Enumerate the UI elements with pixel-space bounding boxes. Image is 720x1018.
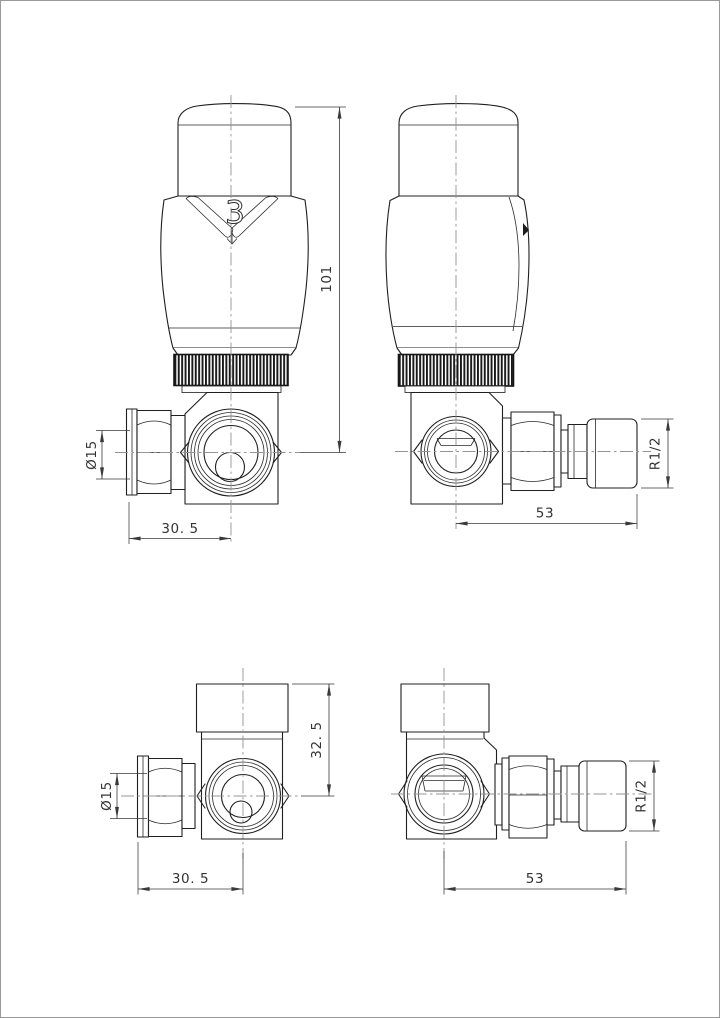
threaded-tail [587,419,637,488]
dim-label-width: 30. 5 [171,871,210,887]
figure-body-front-view [99,668,335,895]
dim-label-height: 101 [319,265,335,293]
dimension-thread-size [629,761,660,831]
figure-trv-side-view [386,95,674,529]
dim-label-length: 53 [525,871,545,887]
technical-drawing-canvas [1,1,719,1017]
dim-label-thread: R1/2 [633,779,650,813]
figure-body-side-view [391,668,660,895]
dimension-length [444,841,626,895]
dimension-thread-size [641,419,674,488]
figure-trv-front-view [84,95,346,544]
dim-label-pipe-diameter: Ø15 [99,781,115,811]
dimension-height [292,684,335,796]
dimension-width [129,502,231,544]
threaded-tail [579,761,626,831]
trv-head [386,104,529,355]
dim-label-thread: R1/2 [647,436,664,471]
union-nut [495,756,579,838]
compression-fitting [127,409,186,495]
head-setting-number: 3 [225,195,245,231]
dim-label-length: 53 [535,505,555,522]
dim-label-width: 30. 5 [161,521,199,537]
dim-label-pipe-diameter: Ø15 [84,440,100,470]
dimension-pipe-diameter [84,431,130,480]
dimension-width [138,842,243,895]
dim-label-height: 32. 5 [309,721,325,759]
compression-fitting [138,756,196,837]
trv-head [161,104,308,355]
